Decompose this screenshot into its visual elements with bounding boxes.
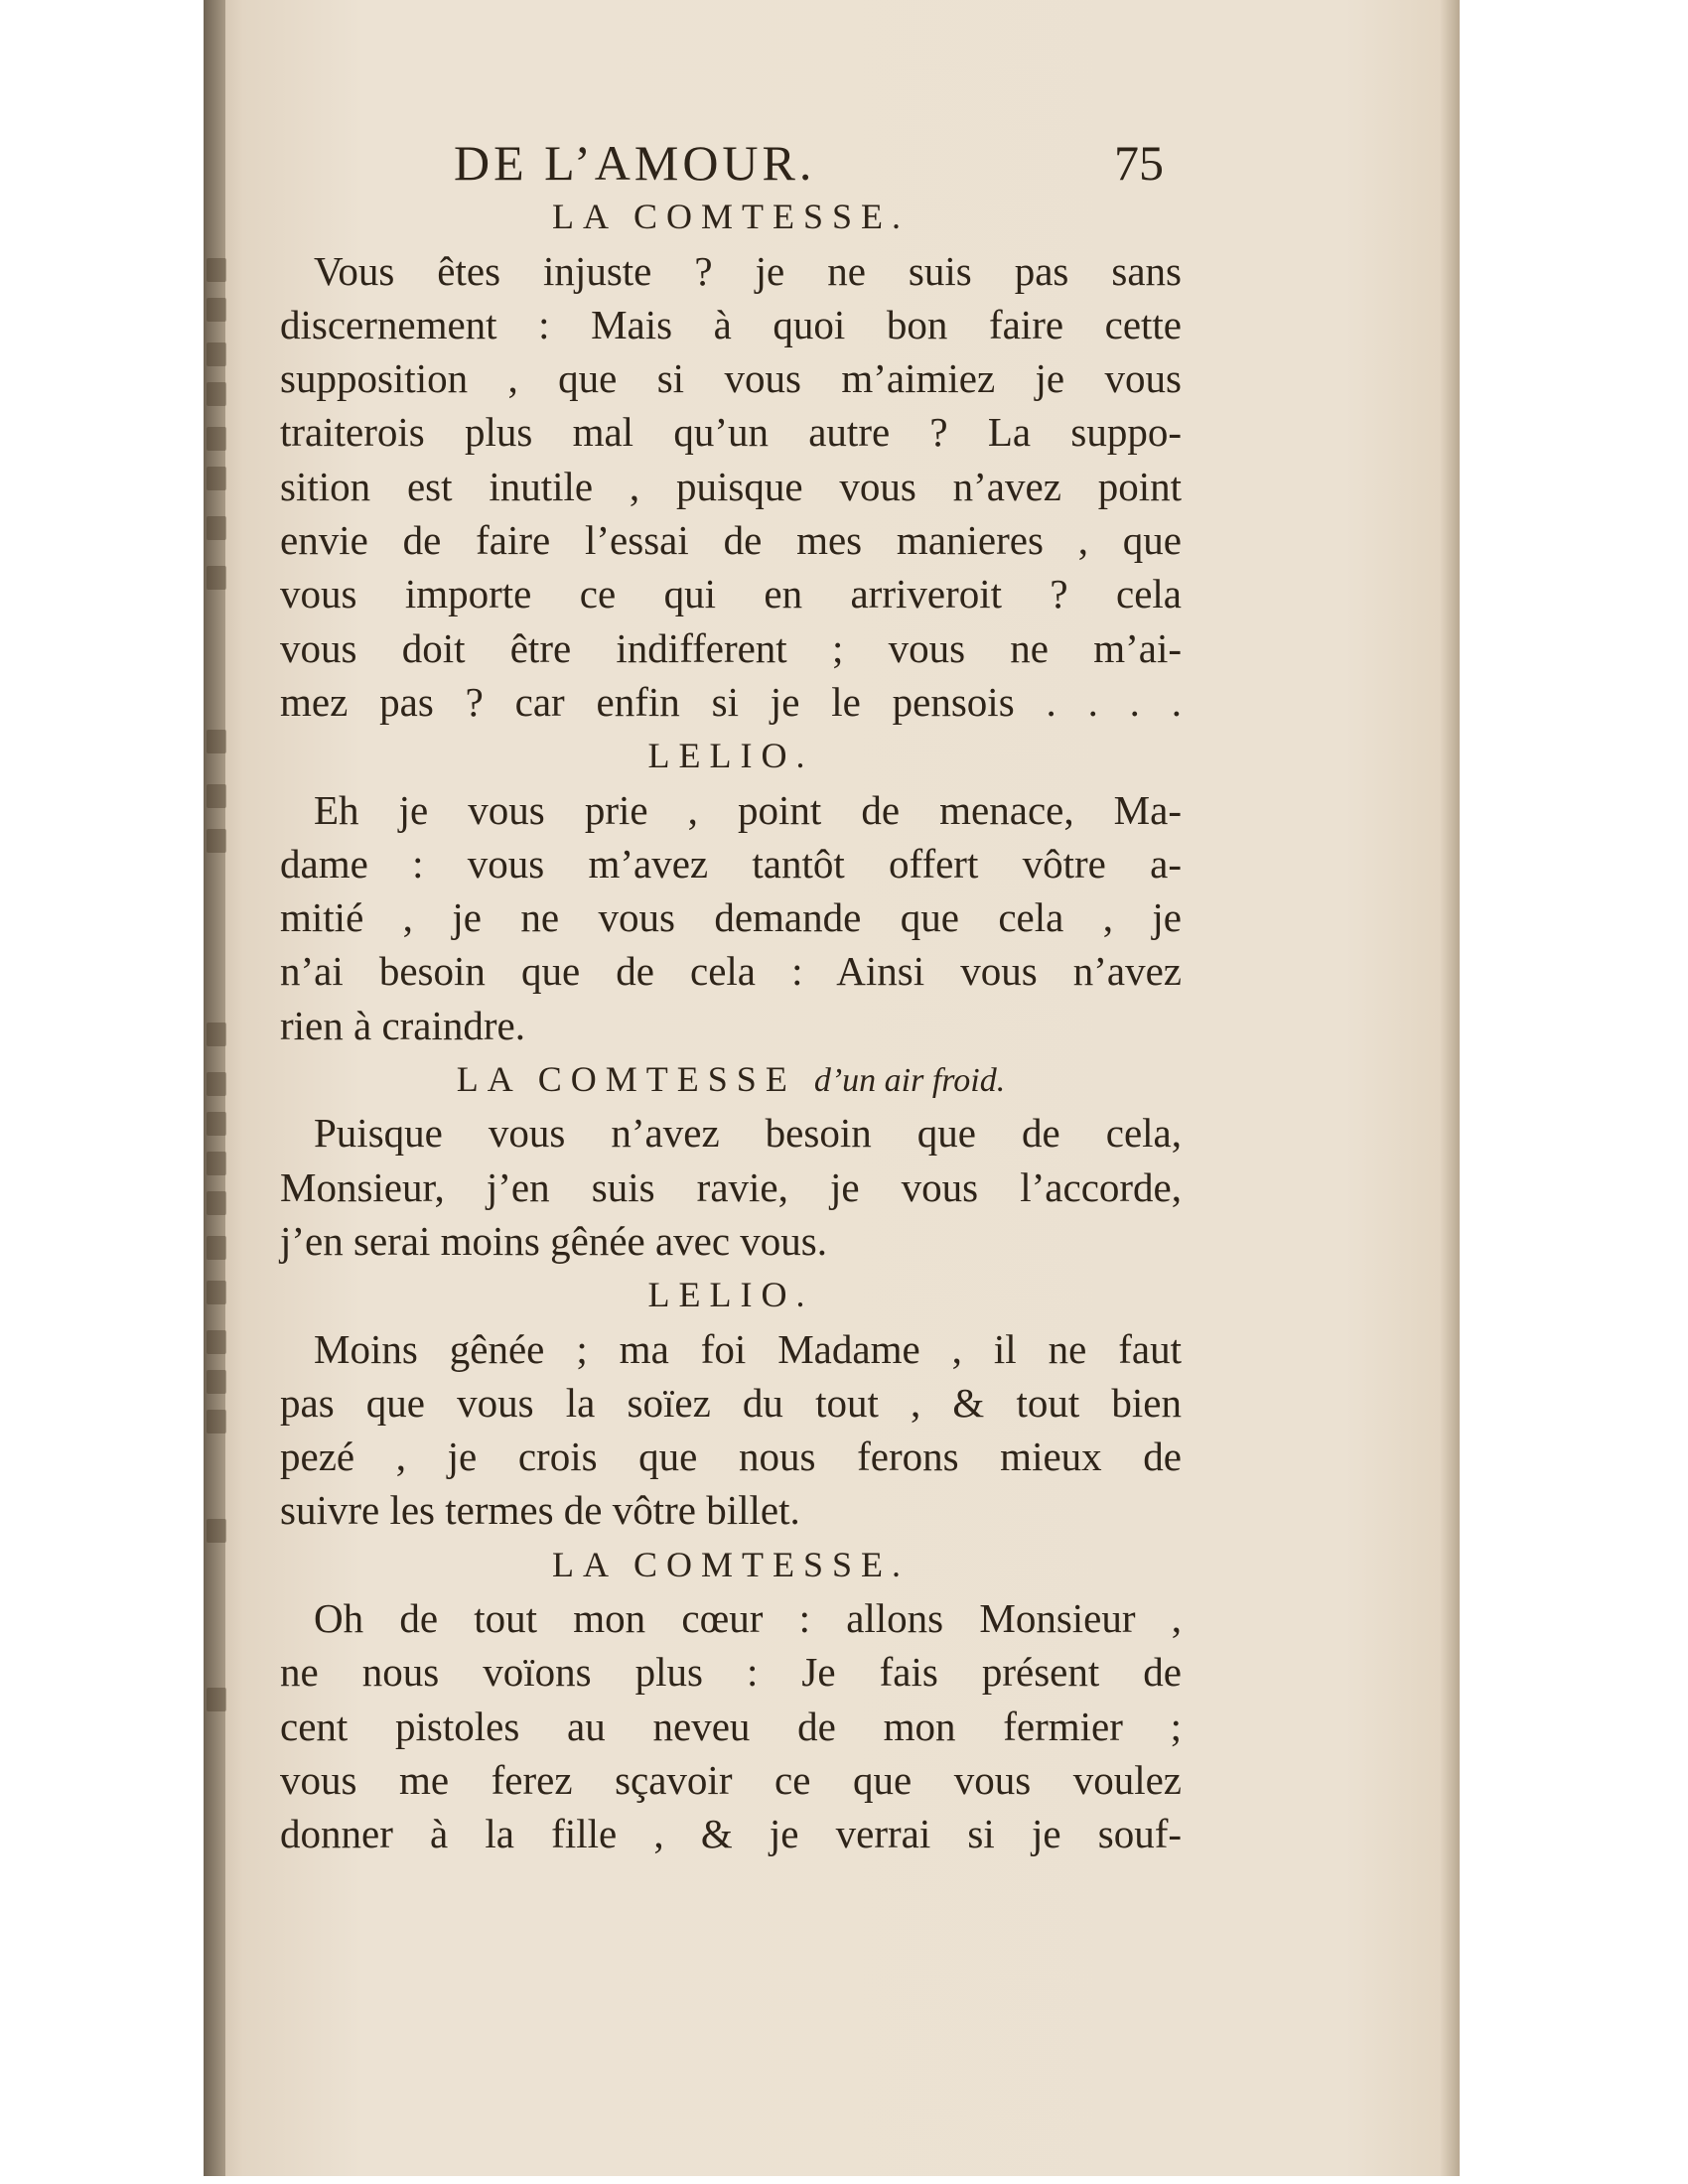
text-line: sition est inutile , puisque vous n’avez point (280, 463, 1182, 509)
bleed-mark (207, 1370, 226, 1394)
bleed-mark (207, 1072, 226, 1096)
text-line: traiterois plus mal qu’un autre ? La suppo- (280, 409, 1182, 456)
speaker-heading (280, 1052, 1182, 1106)
dialogue (280, 190, 1182, 1860)
bleed-mark (207, 427, 226, 451)
text-line: Moins gênée ; ma foi Madame , il ne faut (314, 1325, 1182, 1372)
text-line: mez pas ? car enfin si je le pensois . . . . (280, 678, 1182, 725)
text-line: Eh je vous prie , point de menace, Ma- (314, 786, 1182, 833)
text-line: suivre les termes de vôtre billet. (280, 1487, 800, 1534)
bleed-mark (207, 1281, 226, 1304)
text-line: vous doit être indifferent ; vous ne m’ai- (280, 624, 1182, 671)
text-line: vous me ferez sçavoir ce que vous voulez (280, 1756, 1182, 1803)
speaker-name: LA COMTESSE. (551, 197, 911, 237)
bleed-mark (207, 342, 226, 366)
text-line: pezé , je crois que nous ferons mieux de (280, 1433, 1182, 1480)
bleed-mark (207, 566, 226, 590)
speaker-name: LA COMTESSE (456, 1059, 796, 1100)
bleed-mark (207, 1112, 226, 1136)
speaker-heading (280, 1538, 1182, 1591)
text-line: Oh de tout mon cœur : allons Monsieur , (314, 1595, 1182, 1642)
bleed-mark (207, 784, 226, 808)
text-line: ne nous voïons plus : Je fais présent de (280, 1649, 1182, 1696)
text-line: discernement : Mais à quoi bon faire cette (280, 301, 1182, 347)
bleed-mark (207, 1688, 226, 1711)
text-line: vous importe ce qui en arriveroit ? cela (280, 571, 1182, 617)
bleed-mark (207, 258, 226, 282)
speaker-name: LELIO. (647, 736, 814, 776)
text-line: donner à la fille , & je verrai si je souf- (280, 1811, 1182, 1857)
bleed-mark (207, 829, 226, 853)
text-line: pas que vous la soïez du tout , & tout bien (280, 1379, 1182, 1426)
speaker-heading (280, 190, 1182, 243)
speaker-name: LELIO. (647, 1275, 814, 1315)
text-line: Vous êtes injuste ? je ne suis pas sans (314, 247, 1182, 294)
stage-direction: d’un air froid. (813, 1062, 1006, 1100)
speaker-name: LA COMTESSE. (551, 1544, 911, 1584)
bleed-mark (207, 467, 226, 490)
bleed-mark (207, 1152, 226, 1175)
bleed-mark (207, 1330, 226, 1354)
bleed-mark (207, 1023, 226, 1046)
speaker-heading (280, 729, 1182, 782)
bleed-mark (207, 1519, 226, 1543)
text-line: dame : vous m’avez tantôt offert vôtre a- (280, 840, 1182, 887)
text-line: Puisque vous n’avez besoin que de cela, (314, 1110, 1182, 1157)
bleed-mark (207, 516, 226, 540)
running-title: DE L’AMOUR. (454, 135, 816, 191)
page-number: 75 (1114, 135, 1164, 191)
running-head (280, 136, 1182, 190)
speaker-heading (280, 1268, 1182, 1321)
text-line: n’ai besoin que de cela : Ainsi vous n’avez (280, 948, 1182, 995)
text-line: supposition , que si vous m’aimiez je vous (280, 355, 1182, 402)
bleed-mark (207, 730, 226, 753)
bleed-mark (207, 1191, 226, 1215)
bleed-mark (207, 1236, 226, 1260)
bleed-mark (207, 382, 226, 406)
text-line: j’en serai moins gênée avec vous. (280, 1217, 828, 1264)
page-text (280, 136, 1182, 1861)
text-line: rien à craindre. (280, 1002, 525, 1048)
bleed-mark (207, 1410, 226, 1433)
text-line: mitié , je ne vous demande que cela , je (280, 894, 1182, 941)
text-line: cent pistoles au neveu de mon fermier ; (280, 1703, 1182, 1749)
text-line: envie de faire l’essai de mes manieres , que (280, 517, 1182, 564)
bleed-mark (207, 298, 226, 322)
text-line: Monsieur, j’en suis ravie, je vous l’accorde, (280, 1163, 1182, 1210)
